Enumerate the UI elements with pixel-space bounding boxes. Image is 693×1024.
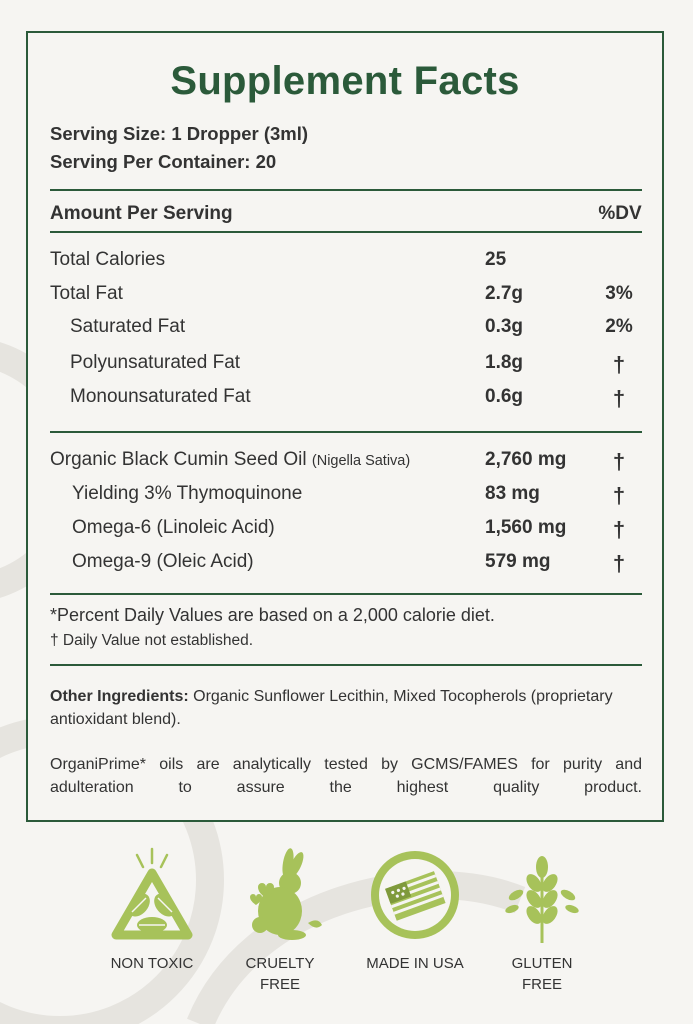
nutrient-name: Total Calories: [50, 249, 166, 270]
nutrient-row-saturated-fat: [50, 316, 642, 344]
recycle-leaves-icon: [102, 845, 202, 945]
nutrient-name: Total Fat: [50, 283, 123, 304]
nutrient-amount: 1.8g: [485, 352, 524, 373]
nutrient-row-monounsaturated-fat: [50, 386, 642, 414]
percent-dv-footnote: *Percent Daily Values are based on a 2,000 calorie diet.: [50, 605, 495, 625]
other-ingredients-label: Other Ingredients:: [50, 688, 189, 705]
divider: [50, 664, 642, 666]
badge-label: MADE IN USA: [366, 955, 464, 972]
testing-note: OrganiPrime* oils are analytically tested by GCMS/FAMES for purity and adulteration to assure the highest quality product.: [50, 756, 642, 796]
wheat-icon: [492, 845, 592, 945]
nutrient-name: Polyunsaturated Fat: [70, 352, 241, 373]
nutrient-row-total-calories: [50, 249, 642, 277]
nutrient-amount: 25: [485, 249, 507, 270]
nutrient-name: Monounsaturated Fat: [70, 386, 251, 407]
nutrient-dv: 3%: [605, 283, 633, 304]
oil-row-omega-9: [50, 551, 642, 579]
oil-amount: 2,760 mg: [485, 449, 567, 470]
nutrient-amount: 0.3g: [485, 316, 524, 337]
other-ingredients-text: Organic Sunflower Lecithin, Mixed Tocopherols (proprietary antioxidant blend).: [50, 688, 613, 728]
oil-amount: 1,560 mg: [485, 517, 567, 538]
badge-gluten-free: [482, 845, 602, 995]
header-row: [50, 203, 642, 231]
dv-header-label: %DV: [598, 203, 642, 224]
usa-seal-icon: [365, 845, 465, 945]
oil-name: [50, 449, 410, 471]
oil-row-omega-6: [50, 517, 642, 545]
nutrient-amount: 2.7g: [485, 283, 524, 304]
badge-label: GLUTEN FREE: [511, 955, 573, 993]
dagger-footnote: † Daily Value not established.: [50, 632, 254, 649]
divider: [50, 431, 642, 433]
nutrient-dv: †: [612, 386, 626, 411]
oil-name-text: Organic Black Cumin Seed Oil: [50, 449, 307, 470]
oil-row-thymoquinone: [50, 483, 642, 511]
oil-latin-name: (Nigella Sativa): [311, 453, 411, 469]
other-ingredients: [50, 685, 642, 731]
badge-made-in-usa: [355, 845, 475, 974]
divider: [50, 593, 642, 595]
oil-dv: †: [612, 449, 626, 474]
nutrient-amount: 0.6g: [485, 386, 524, 407]
oil-name: Omega-6 (Linoleic Acid): [72, 517, 275, 538]
nutrient-dv: †: [612, 352, 626, 377]
nutrient-row-polyunsaturated-fat: [50, 352, 642, 380]
oil-dv: †: [612, 483, 626, 508]
badge-cruelty-free: [220, 845, 340, 995]
oil-dv: †: [612, 551, 626, 576]
serving-size: Serving Size: 1 Dropper (3ml): [50, 123, 309, 144]
oil-name: Omega-9 (Oleic Acid): [72, 551, 254, 572]
amount-per-serving-label: Amount Per Serving: [50, 203, 233, 224]
oil-amount: 579 mg: [485, 551, 551, 572]
divider: [50, 231, 642, 233]
badge-label: CRUELTY FREE: [245, 955, 315, 993]
nutrient-row-total-fat: [50, 283, 642, 311]
servings-per-container: Serving Per Container: 20: [50, 151, 277, 172]
rabbit-icon: [230, 845, 330, 945]
oil-dv: †: [612, 517, 626, 542]
nutrient-dv: 2%: [605, 316, 633, 337]
badge-label: NON TOXIC: [110, 955, 194, 972]
oil-amount: 83 mg: [485, 483, 540, 504]
panel-title: Supplement Facts: [170, 59, 520, 103]
divider: [50, 189, 642, 191]
oil-row-black-cumin-seed-oil: [50, 449, 642, 477]
oil-name: Yielding 3% Thymoquinone: [72, 483, 303, 504]
supplement-facts-panel: [26, 31, 664, 822]
nutrient-name: Saturated Fat: [70, 316, 186, 337]
badge-non-toxic: [92, 845, 212, 974]
